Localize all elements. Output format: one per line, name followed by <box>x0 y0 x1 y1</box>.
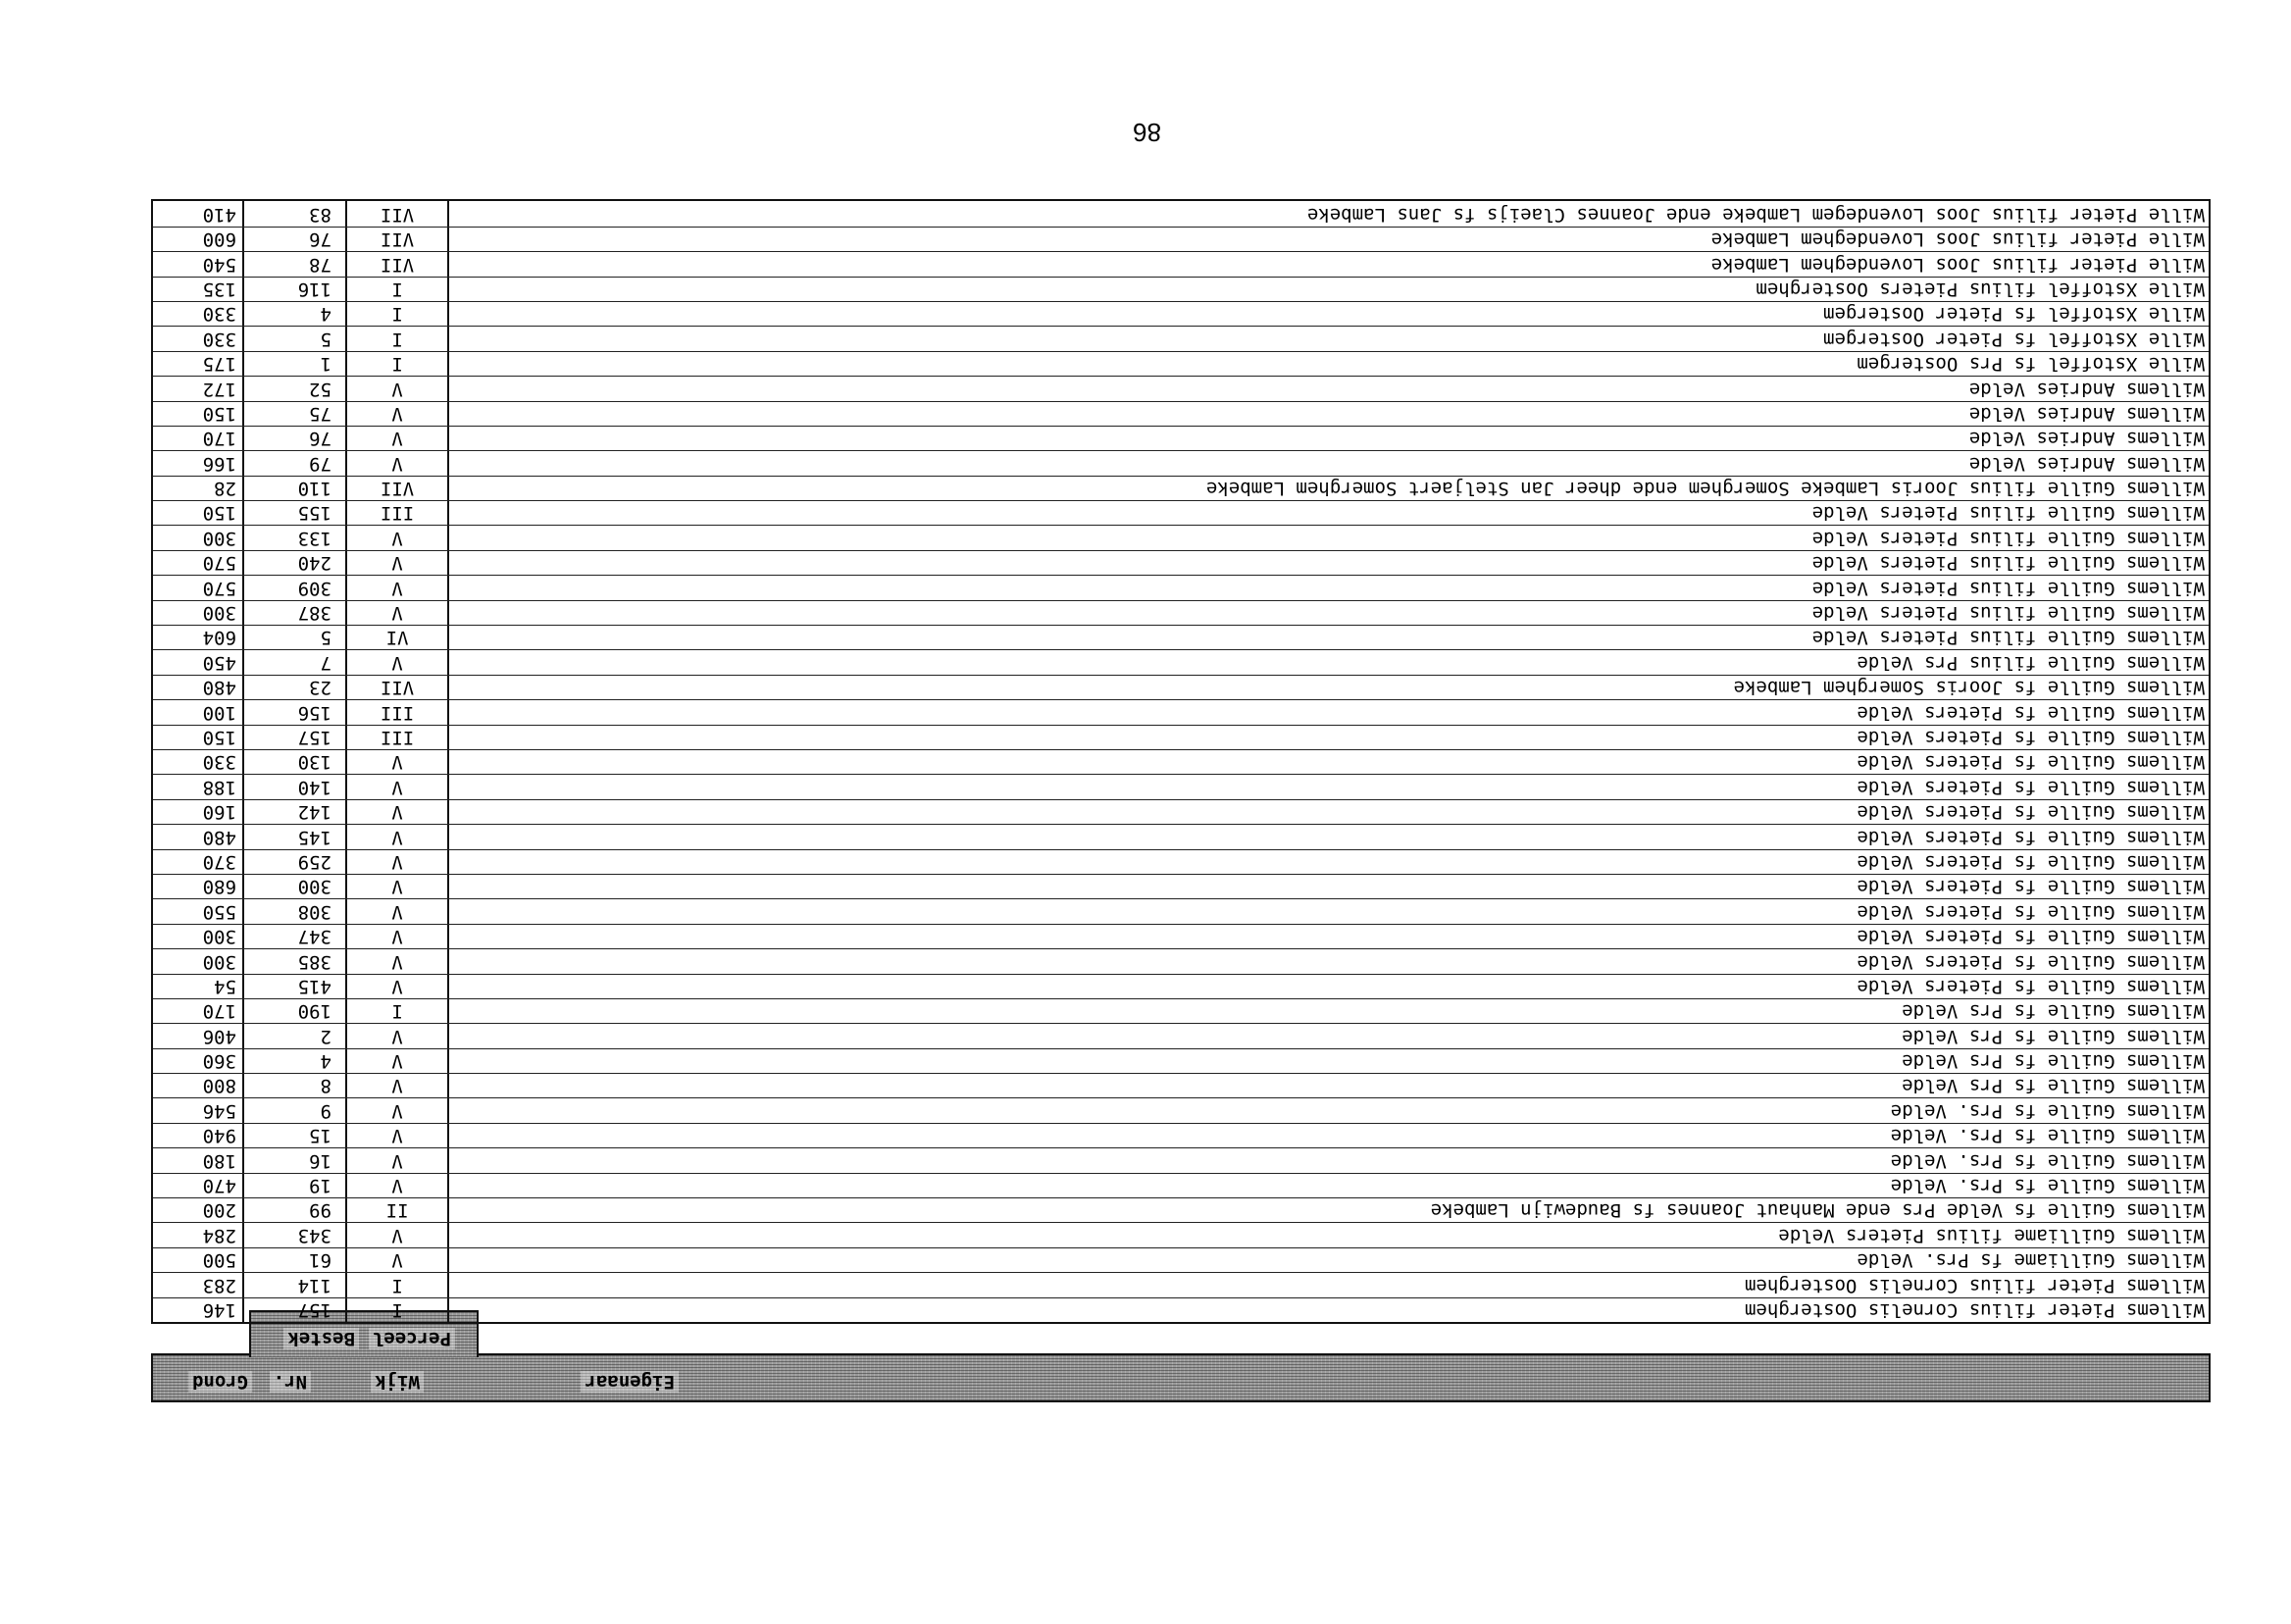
cell-number: 76 <box>242 427 345 450</box>
cell-section: I <box>345 1273 447 1296</box>
cell-number: 259 <box>242 850 345 874</box>
table-row <box>153 1097 2209 1122</box>
table-row <box>153 376 2209 400</box>
cell-name: Willems Guilliame fs Prs. Velde <box>447 1248 2209 1272</box>
table-row <box>153 699 2209 724</box>
cell-number: 4 <box>242 302 345 326</box>
cell-value: 330 <box>202 751 236 774</box>
cell-name: Willems Andries Velde <box>447 377 2209 400</box>
cell-value: 546 <box>202 1099 236 1122</box>
cell-number: 7 <box>242 650 345 674</box>
cell-section: VII <box>345 252 447 276</box>
cell-section: V <box>345 402 447 426</box>
cell-section: III <box>345 726 447 749</box>
cell-name: Willems Guille fs Pieters Velde <box>447 800 2209 824</box>
cell-value: 680 <box>202 876 236 898</box>
cell-section: V <box>345 1049 447 1073</box>
cell-name: Willems Guille fs Prs Velde <box>447 1074 2209 1097</box>
table-row <box>153 974 2209 998</box>
cell-value: 450 <box>202 651 236 674</box>
cell-section: V <box>345 377 447 400</box>
cell-number: 79 <box>242 451 345 475</box>
table-row <box>153 924 2209 948</box>
cell-section: V <box>345 650 447 674</box>
cell-section: I <box>345 1298 447 1322</box>
cell-name: Willems Guille fs Pieters Velde <box>447 850 2209 874</box>
cell-section: V <box>345 1223 447 1246</box>
cell-value: 300 <box>202 527 236 549</box>
cell-number: 76 <box>242 228 345 251</box>
cell-value: 160 <box>202 801 236 824</box>
cell-section: V <box>345 800 447 824</box>
table-row <box>153 227 2209 251</box>
table-row <box>153 874 2209 898</box>
table-row <box>153 1048 2209 1073</box>
cell-name: Wille Pieter filius Joos Lovendegem Lambeke ende Joannes Claeijs fs Jans Lambeke <box>447 201 2209 226</box>
table-header <box>151 1353 2211 1402</box>
cell-value: 330 <box>202 328 236 350</box>
cell-name: Willems Guille fs Jooris Somerghem Lambeke <box>447 676 2209 699</box>
cell-number: 140 <box>242 775 345 798</box>
cell-number: 83 <box>242 201 345 226</box>
table-row <box>153 1197 2209 1222</box>
table-row <box>153 326 2209 350</box>
cell-name: Willems Pieter filius Cornelis Oosterghem <box>447 1298 2209 1322</box>
table-row <box>153 526 2209 550</box>
cell-section: V <box>345 1248 447 1272</box>
cell-section: VII <box>345 201 447 226</box>
cell-name: Wille Xstoffel fs Prs Oostergem <box>447 352 2209 376</box>
cell-section: I <box>345 302 447 326</box>
cell-number: 308 <box>242 899 345 923</box>
header-name: Eigenaar <box>581 1371 679 1393</box>
cell-number: 157 <box>242 726 345 749</box>
table-row <box>153 500 2209 525</box>
cell-number: 16 <box>242 1148 345 1172</box>
cell-name: Willems Guilliame filius Pieters Velde <box>447 1223 2209 1246</box>
table-row <box>153 1073 2209 1097</box>
cell-section: V <box>345 551 447 575</box>
cell-number: 155 <box>242 501 345 525</box>
cell-number: 5 <box>242 626 345 649</box>
cell-name: Willems Guille filius Pieters Velde <box>447 626 2209 649</box>
cell-value: 360 <box>202 1050 236 1073</box>
cell-section: V <box>345 975 447 998</box>
cell-name: Willems Guille fs Pieters Velde <box>447 700 2209 724</box>
cell-section: I <box>345 999 447 1023</box>
cell-section: V <box>345 825 447 848</box>
cell-section: V <box>345 427 447 450</box>
cell-number: 116 <box>242 278 345 301</box>
table-row <box>153 1297 2209 1322</box>
cell-name: Willems Guille fs Pieters Velde <box>447 875 2209 898</box>
cell-number: 2 <box>242 1024 345 1047</box>
cell-value: 166 <box>202 452 236 475</box>
cell-name: Willems Guille fs Pieters Velde <box>447 975 2209 998</box>
cell-value: 172 <box>202 378 236 400</box>
cell-section: II <box>345 1198 447 1222</box>
cell-number: 78 <box>242 252 345 276</box>
cell-number: 133 <box>242 527 345 550</box>
table-row <box>153 998 2209 1023</box>
cell-section: VII <box>345 676 447 699</box>
data-table <box>151 199 2211 1324</box>
cell-value: 480 <box>202 677 236 699</box>
cell-value: 150 <box>202 502 236 525</box>
cell-name: Willems Guille filius Pieters Velde <box>447 551 2209 575</box>
cell-number: 145 <box>242 825 345 848</box>
table-row <box>153 575 2209 599</box>
table-row <box>153 401 2209 426</box>
table-row <box>153 1222 2209 1246</box>
cell-name: Willems Guille fs Pieters Velde <box>447 899 2209 923</box>
cell-name: Willems Guille fs Prs. Velde <box>447 1148 2209 1172</box>
cell-name: Wille Xstoffel filius Pieters Oosterghem <box>447 278 2209 301</box>
cell-value: 300 <box>202 926 236 948</box>
cell-name: Willems Guille fs Prs. Velde <box>447 1124 2209 1147</box>
cell-number: 5 <box>242 327 345 350</box>
cell-section: I <box>345 278 447 301</box>
cell-section: V <box>345 1098 447 1122</box>
cell-value: 54 <box>214 975 236 997</box>
cell-number: 110 <box>242 477 345 500</box>
cell-section: I <box>345 327 447 350</box>
table-row <box>153 898 2209 923</box>
cell-value: 570 <box>202 552 236 575</box>
table-row <box>153 301 2209 326</box>
cell-name: Willems Guille fs Prs Velde <box>447 999 2209 1023</box>
table-row <box>153 277 2209 301</box>
cell-value: 283 <box>202 1274 236 1296</box>
cell-name: Willems Guille fs Pieters Velde <box>447 925 2209 948</box>
cell-name: Willems Guille filius Pieters Velde <box>447 501 2209 525</box>
cell-value: 175 <box>202 353 236 376</box>
cell-number: 387 <box>242 601 345 625</box>
cell-name: Wille Pieter filius Joos Lovendeghem Lambeke <box>447 252 2209 276</box>
table-row <box>153 1147 2209 1172</box>
cell-number: 75 <box>242 402 345 426</box>
table-row <box>153 201 2209 226</box>
cell-name: Willems Guille filius Pieters Velde <box>447 527 2209 550</box>
cell-name: Willems Guille fs Pieters Velde <box>447 775 2209 798</box>
cell-section: V <box>345 949 447 973</box>
cell-number: 156 <box>242 700 345 724</box>
cell-section: V <box>345 451 447 475</box>
cell-section: V <box>345 1124 447 1147</box>
cell-number: 343 <box>242 1223 345 1246</box>
cell-section: III <box>345 700 447 724</box>
cell-value: 188 <box>202 776 236 798</box>
cell-section: VI <box>345 626 447 649</box>
cell-value: 550 <box>202 900 236 923</box>
cell-value: 940 <box>202 1125 236 1147</box>
cell-number: 52 <box>242 377 345 400</box>
cell-name: Willems Guille filius Jooris Lambeke Somerghem ende dheer Jan Steljaert Somerghem Lambeke <box>447 477 2209 500</box>
cell-section: V <box>345 750 447 774</box>
cell-name: Wille Xstoffel fs Pieter Oostergem <box>447 302 2209 326</box>
table-row <box>153 1247 2209 1272</box>
cell-value: 370 <box>202 850 236 873</box>
cell-section: V <box>345 527 447 550</box>
cell-value: 410 <box>202 203 236 226</box>
table-row <box>153 251 2209 276</box>
cell-name: Willems Guille fs Prs. Velde <box>447 1174 2209 1197</box>
table-row <box>153 351 2209 376</box>
cell-value: 406 <box>202 1025 236 1047</box>
table-row <box>153 1272 2209 1296</box>
cell-number: 142 <box>242 800 345 824</box>
cell-name: Willems Guille fs Prs. Velde <box>447 1098 2209 1122</box>
cell-value: 300 <box>202 950 236 973</box>
table-row <box>153 749 2209 774</box>
table-row <box>153 675 2209 699</box>
cell-value: 135 <box>202 278 236 300</box>
cell-name: Willems Andries Velde <box>447 451 2209 475</box>
cell-section: V <box>345 775 447 798</box>
cell-number: 130 <box>242 750 345 774</box>
cell-number: 23 <box>242 676 345 699</box>
cell-value: 200 <box>202 1199 236 1222</box>
cell-name: Willems Guille fs Pieters Velde <box>447 750 2209 774</box>
cell-section: V <box>345 601 447 625</box>
cell-value: 570 <box>202 577 236 599</box>
subheader-a: Perceel <box>369 1328 455 1349</box>
cell-name: Willems Pieter filius Cornelis Oosterghem <box>447 1273 2209 1296</box>
cell-value: 100 <box>202 701 236 724</box>
cell-value: 604 <box>202 627 236 649</box>
cell-number: 415 <box>242 975 345 998</box>
table-row <box>153 1023 2209 1047</box>
cell-section: V <box>345 850 447 874</box>
cell-name: Willems Guille fs Pieters Velde <box>447 949 2209 973</box>
cell-section: V <box>345 925 447 948</box>
cell-value: 180 <box>202 1149 236 1172</box>
cell-number: 19 <box>242 1174 345 1197</box>
cell-number: 15 <box>242 1124 345 1147</box>
table-row <box>153 774 2209 798</box>
table-row <box>153 725 2209 749</box>
page-number: 86 <box>1133 118 1161 147</box>
table-row <box>153 849 2209 874</box>
table-row <box>153 948 2209 973</box>
cell-name: Willems Andries Velde <box>447 427 2209 450</box>
cell-name: Willems Guille fs Prs Velde <box>447 1024 2209 1047</box>
cell-name: Willems Guille filius Pieters Velde <box>447 601 2209 625</box>
cell-name: Willems Guille fs Pieters Velde <box>447 825 2209 848</box>
cell-name: Willems Guille fs Prs Velde <box>447 1049 2209 1073</box>
table-row <box>153 1173 2209 1197</box>
cell-number: 61 <box>242 1248 345 1272</box>
cell-number: 8 <box>242 1074 345 1097</box>
table-row <box>153 799 2209 824</box>
cell-value: 500 <box>202 1249 236 1272</box>
cell-name: Wille Xstoffel fs Pieter Oostergem <box>447 327 2209 350</box>
table-row <box>153 1123 2209 1147</box>
cell-section: VII <box>345 477 447 500</box>
cell-number: 9 <box>242 1098 345 1122</box>
cell-value: 540 <box>202 253 236 276</box>
table-row <box>153 824 2209 848</box>
cell-name: Willems Guille filius Prs Velde <box>447 650 2209 674</box>
cell-value: 330 <box>202 303 236 326</box>
cell-section: VII <box>345 228 447 251</box>
cell-section: V <box>345 1148 447 1172</box>
header-value: Grond <box>188 1371 252 1393</box>
cell-section: III <box>345 501 447 525</box>
cell-value: 300 <box>202 602 236 625</box>
header-number: Nr. <box>270 1371 311 1393</box>
cell-number: 240 <box>242 551 345 575</box>
subheader-b: Bestek <box>283 1328 359 1349</box>
cell-name: Willems Guille filius Pieters Velde <box>447 576 2209 599</box>
cell-section: I <box>345 352 447 376</box>
cell-name: Wille Pieter filius Joos Lovendeghem Lambeke <box>447 228 2209 251</box>
cell-value: 800 <box>202 1075 236 1097</box>
table-row <box>153 625 2209 649</box>
cell-section: V <box>345 576 447 599</box>
cell-number: 114 <box>242 1273 345 1296</box>
cell-section: V <box>345 1024 447 1047</box>
cell-value: 284 <box>202 1224 236 1246</box>
table-row <box>153 450 2209 475</box>
cell-value: 480 <box>202 826 236 848</box>
cell-section: V <box>345 899 447 923</box>
cell-number: 190 <box>242 999 345 1023</box>
cell-value: 170 <box>202 428 236 450</box>
table-row <box>153 649 2209 674</box>
table-row <box>153 600 2209 625</box>
cell-value: 150 <box>202 402 236 425</box>
header-section: Wijk <box>371 1371 424 1393</box>
cell-name: Willems Andries Velde <box>447 402 2209 426</box>
cell-number: 385 <box>242 949 345 973</box>
cell-name: Willems Guille fs Pieters Velde <box>447 726 2209 749</box>
table-row <box>153 476 2209 500</box>
cell-value: 470 <box>202 1175 236 1197</box>
table-row <box>153 426 2209 450</box>
cell-name: Willems Guille fs Velde Prs ende Manhaut Joannes fs Baudewijn Lambeke <box>447 1198 2209 1222</box>
cell-value: 146 <box>202 1299 236 1321</box>
cell-value: 170 <box>202 1000 236 1023</box>
cell-number: 309 <box>242 576 345 599</box>
cell-number: 1 <box>242 352 345 376</box>
cell-section: V <box>345 1074 447 1097</box>
cell-section: V <box>345 1174 447 1197</box>
cell-section: V <box>345 875 447 898</box>
cell-value: 600 <box>202 228 236 251</box>
cell-number: 99 <box>242 1198 345 1222</box>
table-row <box>153 550 2209 575</box>
cell-number: 347 <box>242 925 345 948</box>
cell-number: 300 <box>242 875 345 898</box>
cell-number: 157 <box>242 1298 345 1322</box>
cell-value: 150 <box>202 727 236 749</box>
cell-value: 28 <box>214 478 236 500</box>
cell-number: 4 <box>242 1049 345 1073</box>
